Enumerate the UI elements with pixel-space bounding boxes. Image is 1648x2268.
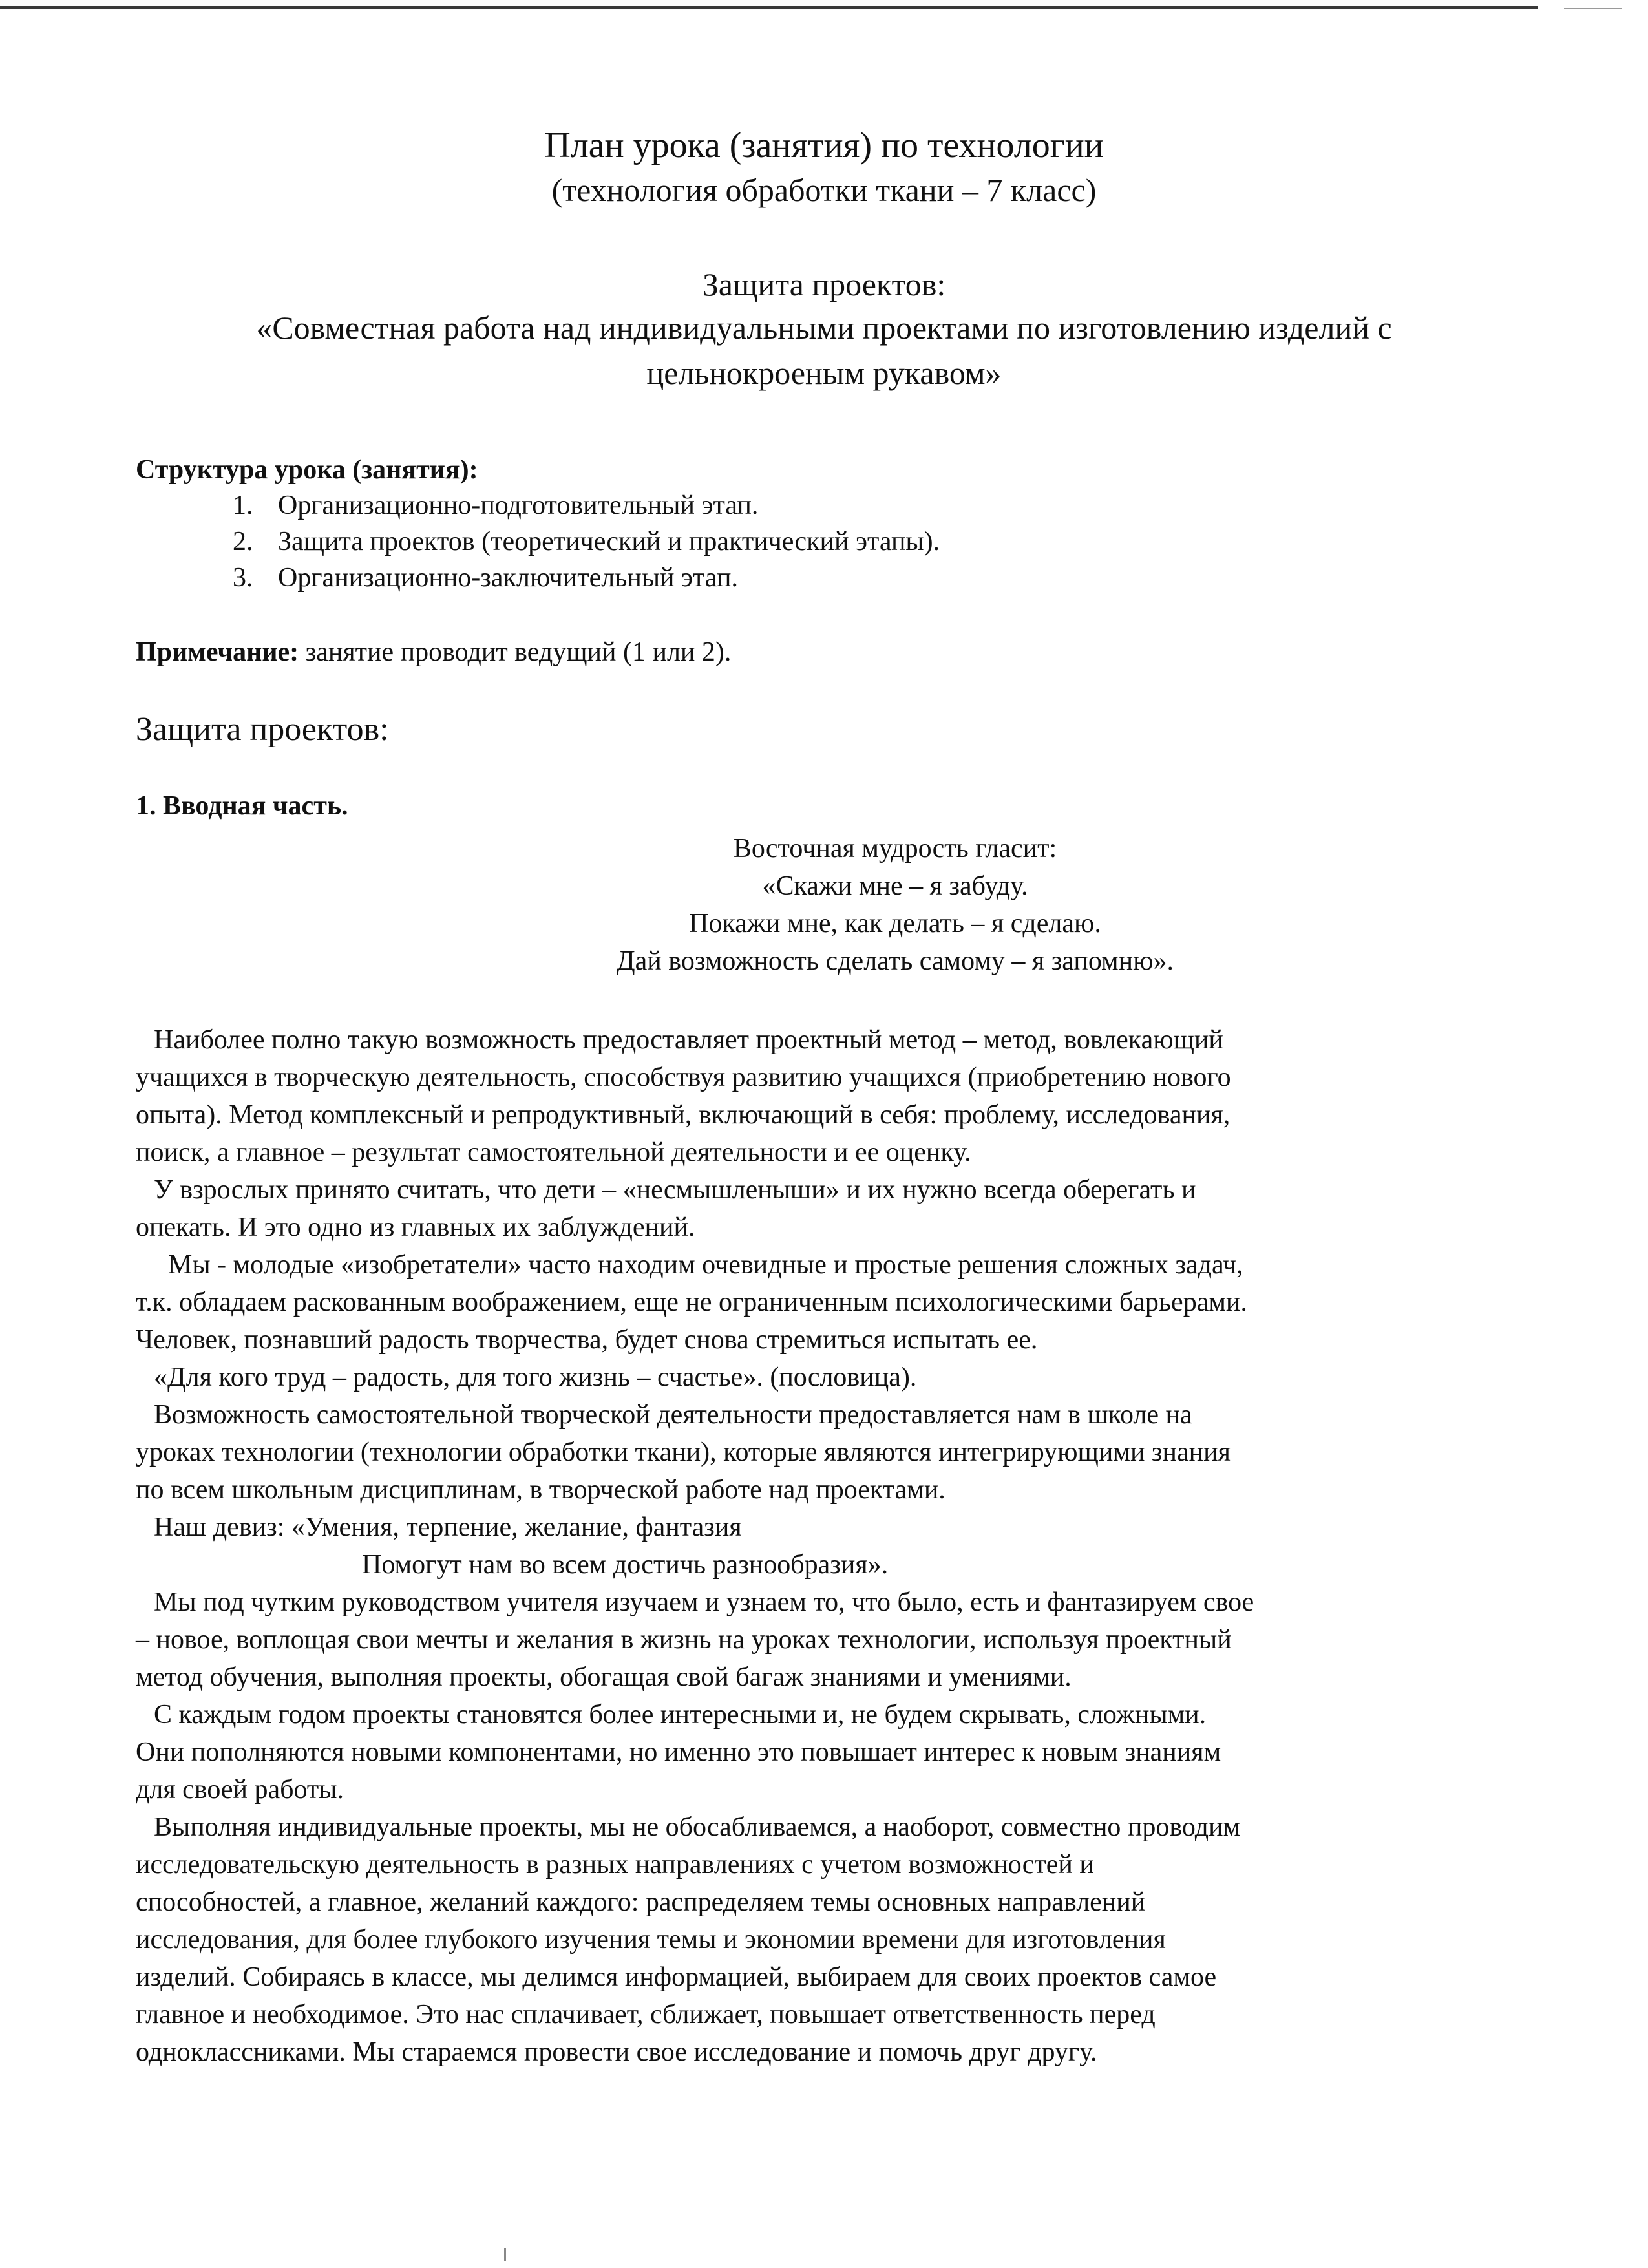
body-line: главное и необходимое. Это нас сплачивает, сближает, повышает ответственность перед: [136, 2000, 1156, 2030]
topic-heading: Защита проектов:: [702, 266, 946, 302]
body-line: Возможность самостоятельной творческой деятельности предоставляется нам в школе на: [154, 1400, 1192, 1430]
scan-top-border-fragment: [1564, 8, 1622, 9]
scan-top-border: [0, 6, 1538, 9]
document-title: План урока (занятия) по технологии: [544, 125, 1104, 165]
topic-title-line-1: «Совместная работа над индивидуальными проектами по изготовлению изделий с: [256, 310, 1392, 346]
structure-item-text: Организационно-подготовительный этап.: [278, 491, 759, 520]
body-text: [136, 1021, 1512, 2071]
body-line: опекать. И это одно из главных их заблуждений.: [136, 1213, 695, 1242]
structure-item: [233, 487, 1512, 524]
note: [136, 635, 1512, 670]
body-line: по всем школьным дисциплинам, в творческой работе над проектами.: [136, 1475, 945, 1505]
body-line: У взрослых принято считать, что дети – «несмышленыши» и их нужно всегда оберегать и: [154, 1175, 1196, 1205]
body-line: «Для кого труд – радость, для того жизнь – счастье». (пословица).: [154, 1362, 917, 1392]
body-line: С каждым годом проекты становятся более интересными и, не будем скрывать, сложными.: [154, 1700, 1207, 1730]
structure-item-number: 3.: [233, 563, 253, 593]
quote-line: «Скажи мне – я забуду.: [762, 871, 1028, 901]
structure-item-number: 1.: [233, 491, 253, 520]
quote-line: Дай возможность сделать самому – я запомню».: [617, 946, 1174, 976]
intro-heading: 1. Вводная часть.: [136, 791, 348, 821]
structure-heading: Структура урока (занятия):: [136, 455, 478, 485]
body-line: Наиболее полно такую возможность предоставляет проектный метод – метод, вовлекающий: [154, 1025, 1223, 1055]
body-line: изделий. Собираясь в классе, мы делимся информацией, выбираем для своих проектов самое: [136, 1962, 1217, 1992]
body-line: опыта). Метод комплексный и репродуктивный, включающий в себя: проблему, исследования,: [136, 1100, 1231, 1130]
body-line: Мы под чутким руководством учителя изучаем и узнаем то, что было, есть и фантазируем свое: [154, 1587, 1254, 1617]
body-line: для своей работы.: [136, 1775, 344, 1805]
structure-item: [233, 524, 1512, 560]
quote-line: Покажи мне, как делать – я сделаю.: [689, 909, 1101, 938]
scan-artifact-mark: [504, 2248, 506, 2261]
document-page: [136, 123, 1512, 2071]
motto-line-2: Помогут нам во всем достичь разнообразия».: [362, 1550, 889, 1580]
note-text: занятие проводит ведущий (1 или 2).: [299, 637, 732, 667]
structure-item-text: Защита проектов (теоретический и практический этапы).: [278, 527, 940, 556]
structure-item-text: Организационно-заключительный этап.: [278, 563, 738, 593]
body-line: способностей, а главное, желаний каждого: распределяем темы основных направлений: [136, 1887, 1146, 1917]
topic-title-line-2: цельнокроеным рукавом»: [646, 355, 1002, 391]
epigraph-quote: [136, 830, 1512, 980]
body-line: метод обучения, выполняя проекты, обогащая свой багаж знаниями и умениями.: [136, 1662, 1072, 1692]
body-line: т.к. обладаем раскованным воображением, еще не ограниченным психологическими барьерами.: [136, 1288, 1247, 1317]
body-line: Выполняя индивидуальные проекты, мы не обосабливаемся, а наоборот, совместно проводим: [154, 1812, 1241, 1842]
body-line: Мы - молодые «изобретатели» часто находим очевидные и простые решения сложных задач,: [168, 1250, 1243, 1280]
structure-item-number: 2.: [233, 527, 253, 556]
section-title: Защита проектов:: [136, 711, 389, 748]
body-line: Они пополняются новыми компонентами, но именно это повышает интерес к новым знаниям: [136, 1737, 1221, 1767]
quote-line: Восточная мудрость гласит:: [733, 834, 1057, 864]
document-subtitle: (технология обработки ткани – 7 класс): [551, 172, 1097, 208]
body-line: учащихся в творческую деятельность, способствуя развитию учащихся (приобретению нового: [136, 1063, 1231, 1092]
note-label: Примечание:: [136, 637, 299, 667]
body-line: исследования, для более глубокого изучения темы и экономии времени для изготовления: [136, 1925, 1166, 1955]
body-line: уроках технологии (технологии обработки ткани), которые являются интегрирующими знания: [136, 1437, 1231, 1467]
body-line: исследовательскую деятельность в разных направлениях с учетом возможностей и: [136, 1850, 1094, 1880]
body-line: поиск, а главное – результат самостоятельной деятельности и ее оценку.: [136, 1138, 971, 1167]
body-line: Человек, познавший радость творчества, будет снова стремиться испытать ее.: [136, 1325, 1038, 1355]
body-line: одноклассниками. Мы стараемся провести свое исследование и помочь друг другу.: [136, 2037, 1097, 2067]
structure-item: [233, 560, 1512, 596]
body-line: – новое, воплощая свои мечты и желания в жизнь на уроках технологии, используя проектный: [136, 1625, 1232, 1655]
structure-list: [136, 487, 1512, 596]
motto-line-1: Наш девиз: «Умения, терпение, желание, фантазия: [154, 1512, 742, 1542]
